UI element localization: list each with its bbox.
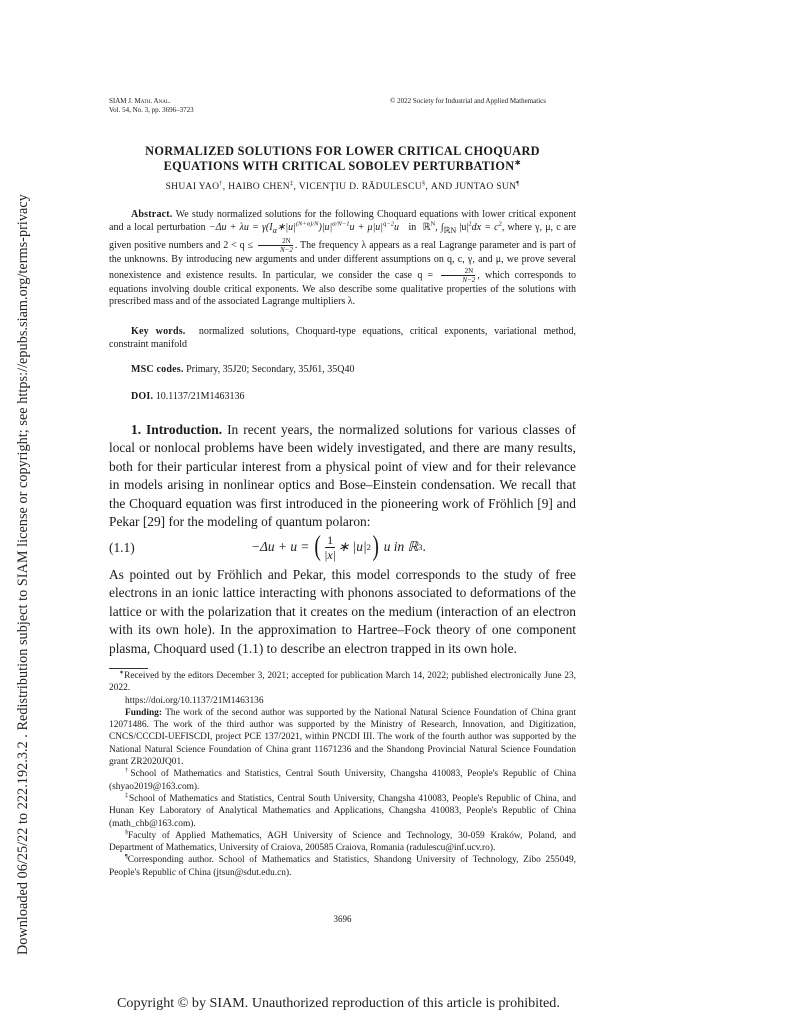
- footnote-doi-link[interactable]: https://doi.org/10.1137/21M1463136: [125, 695, 264, 706]
- keywords-label: Key words.: [131, 326, 186, 337]
- download-stamp: [0, 0, 31, 1035]
- equation-number: (1.1): [109, 540, 135, 555]
- funding-label: Funding:: [125, 707, 162, 718]
- footnote-affiliation: §Faculty of Applied Mathematics, AGH University of Science and Technology, 30-059 Kraków, Poland, and Department of Mathematics, University of Craiova, 200585 Craiova, Romania (radulescu@inf.ucv.ro).: [109, 829, 576, 854]
- author: SHUAI YAO†,: [165, 179, 229, 192]
- copyright-icon: ©: [390, 97, 396, 105]
- equation-1-1: [109, 529, 576, 565]
- footnote-funding: Funding: The work of the second author was supported by the National Natural Science Foundation of China grant 12071486. The work of the third author was supported by the Ministry of Research, Innovation, and Digitization, CNCS/CCCDI-UEFISCDI, project PCE 137/2021, within PNCDI III. The work of the fourth author was supported by the National Natural Science Foundation of China grant 11671236 and the Shandong Provincial Natural Science Foundation grant ZR2020JQ01.: [109, 707, 576, 768]
- equation-body: −Δu + u = ( $\frac{1}{|x|}$ ∗ |u| 2 ) u in ℝ 3 .: [251, 531, 426, 562]
- page-number: 3696: [333, 914, 352, 924]
- intro-paragraph-1: 1. Introduction. In recent years, the normalized solutions for various classes of local or nonlocal problems have been widely investigated, and there are many results, both for their particular interest from a physical point of view and for their relevance in models arising in nonlinear optics and Bose–Einstein condensation. We recall that the Choquard equation was first introduced in the pioneering work of Fröhlich [9] and Pekar [29] for the modeling of quantum polaron:: [109, 422, 576, 530]
- abstract-fraction: $\frac{2N}{N-2}$: [258, 237, 293, 254]
- doi-value[interactable]: 10.1137/21M1463136: [155, 391, 245, 402]
- footnote-affiliation: ‡School of Mathematics and Statistics, Central South University, Changsha 410083, People's Republic of China, and Hunan Key Laboratory of Analytical Mathematics and Applications, Changsha 410083, People's Republic of China (math_chb@163.com).: [109, 792, 577, 829]
- footnote-divider: [109, 668, 148, 669]
- title-line-1: NORMALIZED SOLUTIONS FOR LOWER CRITICAL CHOQUARD: [145, 144, 540, 158]
- footnote-received: ∗Received by the editors December 3, 2021; accepted for publication March 14, 2022; published electronically June 23, 2022.: [109, 669, 576, 694]
- author: AND JUNTAO SUN¶: [430, 179, 520, 192]
- volume-info: Vol. 54, No. 3, pp. 3696–3723: [109, 106, 194, 114]
- author-list: [109, 181, 576, 192]
- footnotes: [109, 670, 576, 879]
- footnote-affiliation: †School of Mathematics and Statistics, Central South University, Changsha 410083, People's Republic of China (shyao2019@163.com).: [109, 768, 576, 792]
- abstract-equation: $-\Delta u + \lambda u = \gamma(I_\alpha∗|u|^{(N+\alpha)/N})|u|^{\alpha/N-1}u + \mu|u|^{q-2}u$: [208, 220, 399, 235]
- copyright-notice: Copyright © by SIAM. Unauthorized reproduction of this article is prohibited.: [117, 995, 560, 1011]
- msc-label: MSC codes.: [131, 364, 184, 375]
- introduction-section: [109, 421, 576, 531]
- publisher-copyright-text: 2022 Society for Industrial and Applied Mathematics: [397, 97, 546, 105]
- section-heading: 1. Introduction.: [131, 422, 223, 437]
- author: VICENŢIU D. RĂDULESCU§,: [298, 179, 431, 192]
- author: HAIBO CHEN‡,: [228, 179, 299, 192]
- title-footnote-mark: ∗: [514, 157, 522, 167]
- intro-paragraph-2: As pointed out by Fröhlich and Pekar, this model corresponds to the study of free electrons in an ionic lattice interacting with phonons associated to deformations of the lattice or with the polarization that it creates on the medium (interaction of an electron with its own hole). In the approximation to Hartree–Fock theory of one component plasma, Choquard used (1.1) to describe an electron trapped in its own hole.: [109, 567, 576, 656]
- msc-text: Primary, 35J20; Secondary, 35J61, 35Q40: [186, 364, 355, 375]
- download-stamp-text: Downloaded 06/25/22 to 222.192.3.2 . Redistribution subject to SIAM license or copyright; see https://epubs.siam.org/terms-privacy: [15, 194, 31, 955]
- title-line-2: EQUATIONS WITH CRITICAL SOBOLEV PERTURBATION∗: [163, 157, 522, 173]
- doi-label: DOI.: [131, 391, 154, 402]
- doi: [109, 391, 576, 404]
- keywords: [109, 326, 576, 351]
- journal-name: SIAM J. Math. Anal.: [109, 97, 171, 105]
- publisher-copyright: [390, 97, 546, 106]
- journal-info: [109, 97, 194, 115]
- paper-title: [109, 144, 576, 174]
- equation-fraction: $\frac{1}{|x|}$: [324, 532, 337, 562]
- msc-codes: [109, 364, 576, 377]
- abstract-label: Abstract.: [131, 209, 173, 220]
- footnote-affiliation: ¶Corresponding author. School of Mathematics and Statistics, Shandong University of Technology, Zibo 255049, People's Republic of China (jtsun@sdut.edu.cn).: [109, 854, 576, 878]
- abstract-fraction: $\frac{2N}{N-2}$: [440, 267, 475, 284]
- keywords-text: normalized solutions, Choquard-type equations, critical exponents, variational method, constraint manifold: [109, 326, 576, 350]
- introduction-continued: [109, 566, 576, 658]
- abstract-text: Abstract. We study normalized solutions for the following Choquard equations with lower critical exponent and a local perturbation $-\Delta u + \lambda u = \gamma(I_\alpha∗|u|^{(N+\alpha)/N})|u|^{\alpha/N-1}u + \mu|u|^{q-2}u$ in ℝ$^N$, $\int_{ℝN}$ $|u|^2dx = c^2$, where γ, μ, c are given positive numbers and 2 < q ≤ $\frac{2N}{N-2}$ . The frequency λ appears as a real Lagrange parameter and is part of the unknowns. By introducing new arguments and under different assumptions on q, c, γ, and μ, we prove several nonexistence and existence results. In particular, we consider the case q = $\frac{2N}{N-2}$ , which corresponds to equations involving double critical exponents. We also describe some qualitative properties of the solutions with prescribed mass and of the associated Lagrange multipliers λ.: [109, 209, 577, 308]
- abstract: [109, 209, 576, 309]
